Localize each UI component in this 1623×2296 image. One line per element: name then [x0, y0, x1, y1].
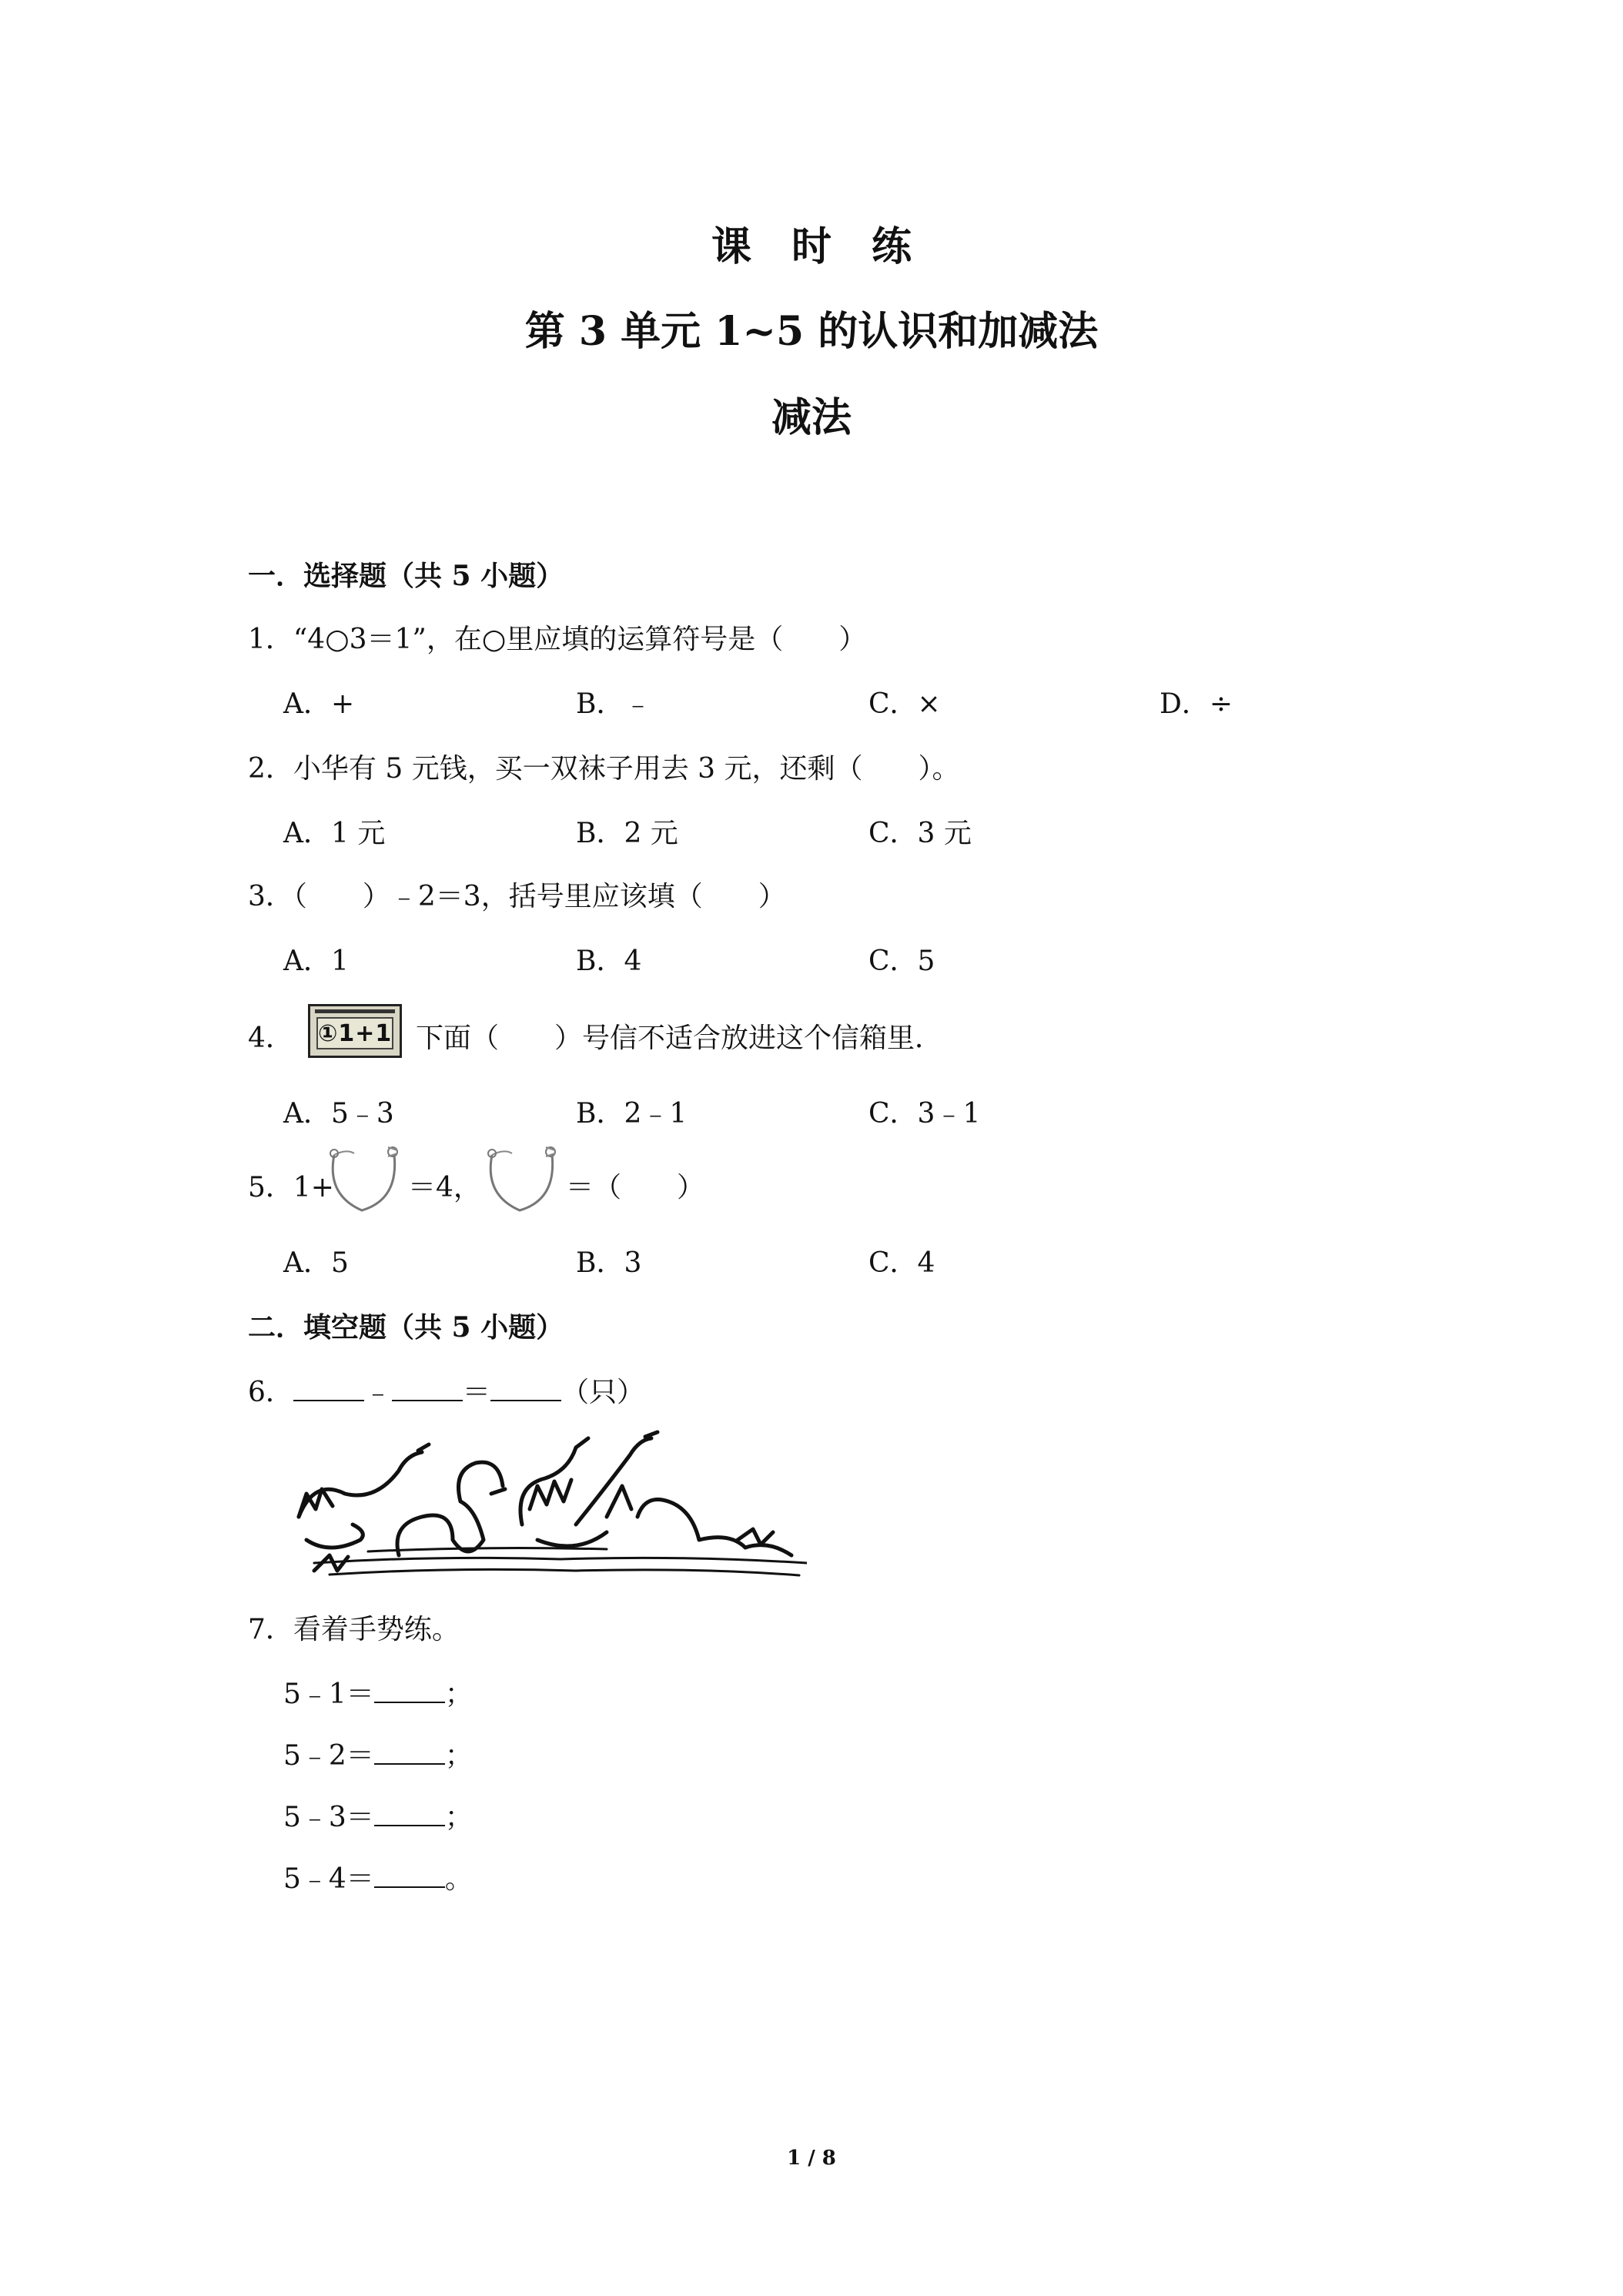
answer-blank[interactable] — [392, 1377, 463, 1401]
answer-blank[interactable] — [374, 1740, 445, 1765]
question-3: 3．（ ）﹣2＝3，括号里应该填（ ） — [248, 881, 786, 912]
q7-expression-3: 5﹣3＝ — [283, 1802, 374, 1833]
swans-illustration — [283, 1424, 807, 1586]
q3-option-b: B．4 — [576, 946, 642, 977]
q7-line-1 — [283, 1672, 473, 1712]
q5-option-b: B．3 — [576, 1247, 642, 1279]
q5-end: ＝（ ） — [566, 1172, 705, 1203]
question-6 — [248, 1371, 644, 1410]
topic-title: 减法 — [771, 394, 852, 441]
q4-option-a: A．5﹣3 — [283, 1098, 394, 1130]
mailbox-image — [308, 1004, 402, 1058]
answer-blank[interactable] — [374, 1802, 445, 1826]
unit-label: （只） — [561, 1377, 644, 1408]
q5-option-a: A．5 — [283, 1247, 349, 1279]
q1-option-d: D．÷ — [1160, 688, 1233, 720]
q7-expression-1: 5﹣1＝ — [283, 1678, 374, 1710]
q4-option-b: B．2﹣1 — [576, 1098, 688, 1130]
question-4: 下面（ ）号信不适合放进这个信箱里． — [416, 1022, 943, 1054]
question-1: 1．“4○3＝1”，在○里应填的运算符号是（ ） — [248, 624, 867, 655]
q3-option-a: A．1 — [283, 946, 349, 977]
q7-line-4 — [283, 1857, 473, 1896]
q7-expression-2: 5﹣2＝ — [283, 1740, 374, 1772]
answer-blank[interactable] — [374, 1678, 445, 1703]
q7-end-4: 。 — [444, 1863, 473, 1895]
q5-mid: ＝4， — [408, 1172, 481, 1203]
mailbox-label: ①1+1 — [316, 1017, 393, 1049]
q3-option-c: C．5 — [868, 946, 935, 977]
bead-string-icon — [323, 1141, 404, 1218]
worksheet-title: 课 时 练 — [711, 223, 912, 270]
equals-sign: ＝ — [462, 1377, 490, 1408]
q7-line-2 — [283, 1734, 473, 1773]
q4-number: 4． — [248, 1022, 293, 1054]
q1-option-b: B．﹣ — [576, 688, 652, 720]
q2-option-b: B．2 元 — [576, 818, 678, 849]
q6-number: 6． — [248, 1377, 293, 1408]
bead-string-icon — [481, 1141, 562, 1218]
q2-option-c: C．3 元 — [868, 818, 972, 849]
question-2: 2．小华有 5 元钱，买一双袜子用去 3 元，还剩（ ）。 — [248, 753, 960, 785]
answer-blank[interactable] — [293, 1377, 364, 1401]
q7-end-2: ； — [444, 1740, 473, 1772]
q1-option-c: C．× — [868, 688, 941, 720]
q5-start: 5．1+ — [248, 1172, 334, 1203]
q7-line-3 — [283, 1796, 473, 1835]
answer-blank[interactable] — [490, 1377, 561, 1401]
q4-option-c: C．3﹣1 — [868, 1098, 981, 1130]
question-7: 7．看着手势练。 — [248, 1614, 460, 1645]
unit-title: 第 3 单元 1~5 的认识和加减法 — [524, 308, 1099, 355]
q7-end-1: ； — [444, 1678, 473, 1710]
answer-blank[interactable] — [374, 1863, 445, 1888]
q2-option-a: A．1 元 — [283, 818, 386, 849]
q7-end-3: ； — [444, 1802, 473, 1833]
section-2-heading: 二．填空题（共 5 小题） — [248, 1311, 564, 1344]
q1-option-a: A．+ — [283, 688, 355, 720]
q7-expression-4: 5﹣4＝ — [283, 1863, 374, 1895]
minus-sign: ﹣ — [363, 1377, 392, 1408]
section-1-heading: 一．选择题（共 5 小题） — [248, 560, 564, 592]
q5-option-c: C．4 — [868, 1247, 935, 1279]
page-number: 1 / 8 — [787, 2147, 836, 2170]
